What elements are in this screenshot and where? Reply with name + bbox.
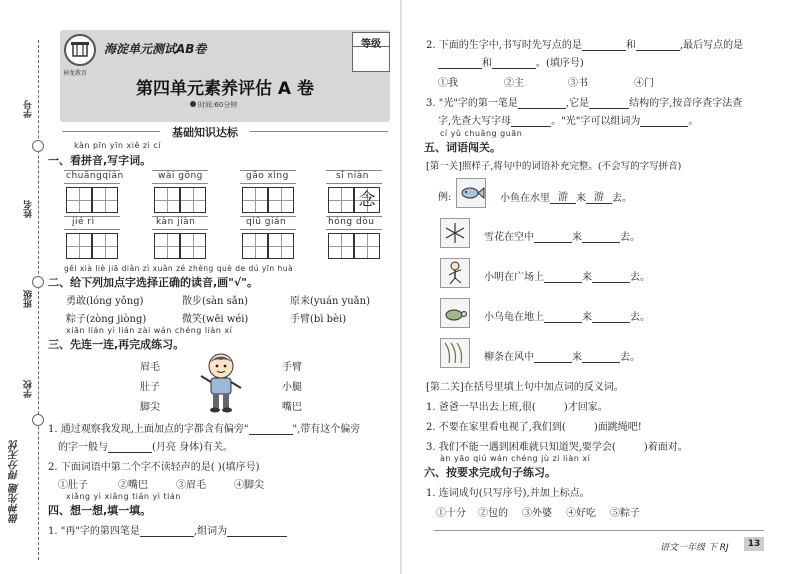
q6-line1: 1. 连词成句(只写序号),并加上标点。 [426,488,590,499]
q5-example [500,188,632,204]
sidebar-circle [32,140,44,152]
q4-3-blank-4[interactable] [640,126,688,127]
q5-sentence-lai: 来 [582,312,592,323]
q3-left-word[interactable]: 眉毛 [140,362,160,373]
q4-3-blank-3[interactable] [511,126,551,127]
q5-example-fill-2 [586,188,612,204]
q4-2-option[interactable]: ③书 [568,78,588,89]
q5-blank[interactable] [544,282,582,283]
q1-cell[interactable] [92,233,118,259]
q4-2-blank-2[interactable] [636,50,680,51]
q3-2-text: 2. 下面词语中第二个字不读轻声的是( )(填序号) [48,462,260,473]
snowflake-picture [440,218,470,248]
q6-title: 六、按要求完成句子练习。 [424,466,556,479]
q1-cell[interactable] [180,187,206,213]
q5-sentence-lai: 来 [582,272,592,283]
q3-left-word[interactable]: 肚子 [140,382,160,393]
q1-cell[interactable] [242,233,268,259]
q1-word-pinyin: hóng dòu [328,217,375,227]
page-fold [400,0,402,574]
q4-3-line2 [438,112,698,127]
q4-2-option[interactable]: ②主 [504,78,524,89]
q4-1-text-a: 1. "再"字的第四笔是 [48,526,140,537]
q4-1-blank-stroke[interactable] [140,536,194,537]
q3-1-text-a: 1. 通过观察我发现,上面加点的字都含有偏旁" [48,424,249,435]
willow-icon [441,339,469,367]
q1-word-pinyin: wài gōng [158,171,203,181]
q3-1-blank-radical[interactable] [249,434,293,435]
q4-2-option[interactable]: ④门 [634,78,654,89]
fish-picture [456,178,486,208]
q5-example-label: 例: [438,192,452,203]
brand-sub: 神龙教育 [63,70,88,77]
q3-2-option[interactable]: ④脚尖 [234,480,264,491]
willow-picture [440,338,470,368]
q1-cell[interactable] [180,233,206,259]
q5-level2-text-a: 3. 我们不能一遇到困难就只知道哭,要学会( [426,442,616,453]
q2-item[interactable]: 微笑(wēi wéi) [182,314,249,325]
q2-title: 二、给下列加点字选择正确的读音,画"√"。 [48,276,258,289]
fish-icon [457,179,485,207]
q5-sentence-lai: 来 [572,232,582,243]
q4-2-text-c: ,最后写点的是 [679,40,744,51]
q2-item[interactable]: 原来(yuán yuǎn) [290,296,370,307]
q2-item[interactable]: 粽子(zòng jiòng) [66,314,147,325]
sidebar-label-id: 学号 [24,100,34,118]
q5-blank[interactable] [592,282,630,283]
running-boy-picture [440,258,470,288]
running-boy-icon [441,259,469,287]
q3-2-option[interactable]: ③眉毛 [176,480,206,491]
q3-1-text-c: 的字一般与 [58,442,108,453]
q4-2-text-b: 和 [625,40,636,51]
q1-cell[interactable] [328,187,354,213]
section-banner: 基础知识达标 [160,124,250,140]
q1-cell-prefilled [354,187,380,213]
q4-2-line2 [438,54,584,69]
q5-example-word-1: 游 [558,192,568,203]
q5-sentence-subject: 柳条在风中 [484,352,534,363]
q4-2-line1 [426,36,743,51]
q6-option[interactable]: ⑤粽子 [610,508,640,519]
q5-sentence-qu: 去。 [630,272,650,283]
q4-title: 四、想一想,填一填。 [48,504,152,517]
q5-level1-title: [第一关]照样子,将句中的词语补充完整。(不会写的字写拼音) [426,161,682,172]
q4-3-blank-1[interactable] [518,108,566,109]
q5-sentence [484,348,640,363]
q5-blank[interactable] [582,362,620,363]
q5-sentence-subject: 雪花在空中 [484,232,534,243]
q3-left-word[interactable]: 脚尖 [140,402,160,413]
q4-pinyin: xiǎng yì xiǎng tián yì tián [66,492,181,501]
q6-option[interactable]: ③外婆 [522,508,552,519]
q1-cell[interactable] [328,233,354,259]
q1-cell[interactable] [66,187,92,213]
q3-1-text-d: (月亮 身体)有关。 [152,442,233,453]
clock-icon [190,101,196,107]
q5-sentence-qu: 去。 [620,352,640,363]
q5-sentence [484,228,640,243]
q5-level2-item [426,438,688,453]
q2-item[interactable]: 手臂(bì bèi) [290,314,347,325]
q5-blank[interactable] [534,362,572,363]
q1-title: 一、看拼音,写字词。 [48,154,152,167]
exam-time-text: 时间:60分钟 [198,101,238,109]
binding-sidebar [0,0,44,574]
q5-title: 五、词语闯关。 [424,141,501,154]
q4-1-text-b: ,组词为 [193,526,228,537]
q4-3-blank-2[interactable] [589,108,629,109]
q5-sentence [484,308,650,323]
q3-pinyin: xiān lián yì lián zài wán chéng liàn xí [66,326,233,335]
q5-level2-text-b: )面跳绳吧! [593,422,642,433]
q5-level2-title: [第二关]在括号里填上句中加点词的反义词。 [426,382,624,393]
q5-example-word-2: 游 [594,192,604,203]
snowflake-icon [441,219,469,247]
q6-option[interactable]: ②包的 [478,508,508,519]
q3-1-text-b: ",带有这个偏旁 [292,424,361,435]
q5-level2-text-a: 1. 爸爸一早出去上班,很( [426,402,536,413]
q4-2-text-d: 和 [482,58,492,69]
q4-3-text-b: ,它是 [565,98,590,109]
q1-word-pinyin: sī niàn [336,171,369,181]
q5-example-lai: 来 [576,193,586,204]
q4-2-option[interactable]: ①我 [438,78,458,89]
q1-word-pinyin: chuāngqián [66,171,124,181]
q6-option[interactable]: ①十分 [436,508,466,519]
q5-sentence-qu: 去。 [630,312,650,323]
sidebar-label-school: 学校 [24,380,34,398]
q1-word-pinyin: kàn jiàn [156,217,196,227]
q4-3-text-e: 。"光"字可以组词为 [551,116,641,127]
q6-option[interactable]: ④好吃 [566,508,596,519]
sidebar-circle [32,414,44,426]
grade-box [352,32,390,72]
page-title: 第四单元素养评估 A 卷 [136,79,314,99]
q1-cell[interactable] [66,233,92,259]
q5-example-qu: 去。 [612,193,632,204]
q1-pinyin: kàn pīn yīn xiě zì cí [74,141,161,150]
q3-1-line2 [58,438,233,453]
q3-title: 三、先连一连,再完成练习。 [48,338,185,351]
q2-item[interactable]: 散步(sàn sǎn) [182,296,249,307]
q3-2-option[interactable]: ②嘴巴 [118,480,148,491]
q1-cell[interactable] [268,233,294,259]
q5-sentence [484,268,650,283]
turtle-picture [440,298,470,328]
q1-word-pinyin: qiū gián [246,217,287,227]
q5-level2-text-b: )着面对。 [643,442,688,453]
q5-level2-item [426,398,608,413]
cartoon-boy-illustration [196,352,246,414]
q5-level2-text-b: )才回家。 [563,402,608,413]
q1-word-pinyin: jié rì [72,217,95,227]
q1-cell[interactable] [268,187,294,213]
q5-level2-item [426,418,642,433]
q5-sentence-qu: 去。 [620,232,640,243]
q4-2-text-a: 2. 下面的生字中,书写时先写点的是 [426,40,582,51]
q2-item[interactable]: 勇敢(lóng yǒng) [66,296,144,307]
q5-example-fill-1 [550,188,576,204]
q5-blank[interactable] [582,242,620,243]
q4-1-line [48,522,287,537]
q1-cell[interactable] [92,187,118,213]
q5-blank[interactable] [544,322,582,323]
sidebar-circle [32,276,44,288]
q3-1-line1 [48,420,360,435]
q6-pinyin: àn yāo qiú wán chéng jù zi liàn xí [440,454,591,463]
q4-2-blank-4[interactable] [492,68,536,69]
q1-cell[interactable] [242,187,268,213]
sidebar-label-class: 班级 [24,290,34,308]
q6-answer-line[interactable] [434,530,764,531]
q5-sentence-subject: 小乌龟在地上 [484,312,544,323]
q5-blank[interactable] [534,242,572,243]
grade-label: 等级 [353,33,389,47]
q3-1-blank-meaning[interactable] [108,452,152,453]
q4-3-text-a: 3. "光"字的第一笔是 [426,98,518,109]
q1-cell[interactable] [354,233,380,259]
q5-level2-text-a: 2. 不要在家里看电视了,我们到( [426,422,566,433]
q1-cell[interactable] [154,187,180,213]
q5-example-subject: 小鱼在水里 [500,193,550,204]
q4-1-blank-word[interactable] [227,536,287,537]
q2-pinyin: gěi xià liè jiā diǎn zì xuǎn zé zhèng què de dú yīn huà [64,264,294,273]
brand-name: 海淀单元测试AB卷 [104,42,207,56]
brand-logo [64,34,96,66]
q1-prefilled-char: 念 [358,190,376,210]
q1-word-pinyin: gāo xìng [246,171,289,181]
q4-3-text-c: 结构的字,按音序查字法查 [629,98,743,109]
brand-logo-icon [66,36,94,64]
sidebar-stamp: 做神先题 得分无忧 [10,440,21,524]
q4-3-text-f: 。 [688,116,699,127]
turtle-icon [441,299,469,327]
q5-sentence-subject: 小明在广场上 [484,272,544,283]
q5-sentence-lai: 来 [572,352,582,363]
q4-2-text-e: 。(填序号) [536,58,584,69]
exam-time [190,100,237,110]
q3-right-word[interactable]: 手臂 [282,362,302,373]
q5-pinyin: cí yǔ chuǎng guān [440,129,523,138]
q3-right-word[interactable]: 嘴巴 [282,402,302,413]
q3-2-option[interactable]: ①肚子 [58,480,88,491]
q3-right-word[interactable]: 小腿 [282,382,302,393]
page-number: 13 [744,537,764,551]
sidebar-label-name: 姓名 [24,200,34,218]
q4-3-line1 [426,94,742,109]
q5-blank[interactable] [592,322,630,323]
footer-subject: 语文一年级 下 RJ [660,543,729,553]
q4-3-text-d: 字,先查大写字母 [438,116,512,127]
q4-2-blank-1[interactable] [582,50,626,51]
q1-cell[interactable] [154,233,180,259]
binding-line [38,40,39,560]
q4-2-blank-3[interactable] [438,68,482,69]
